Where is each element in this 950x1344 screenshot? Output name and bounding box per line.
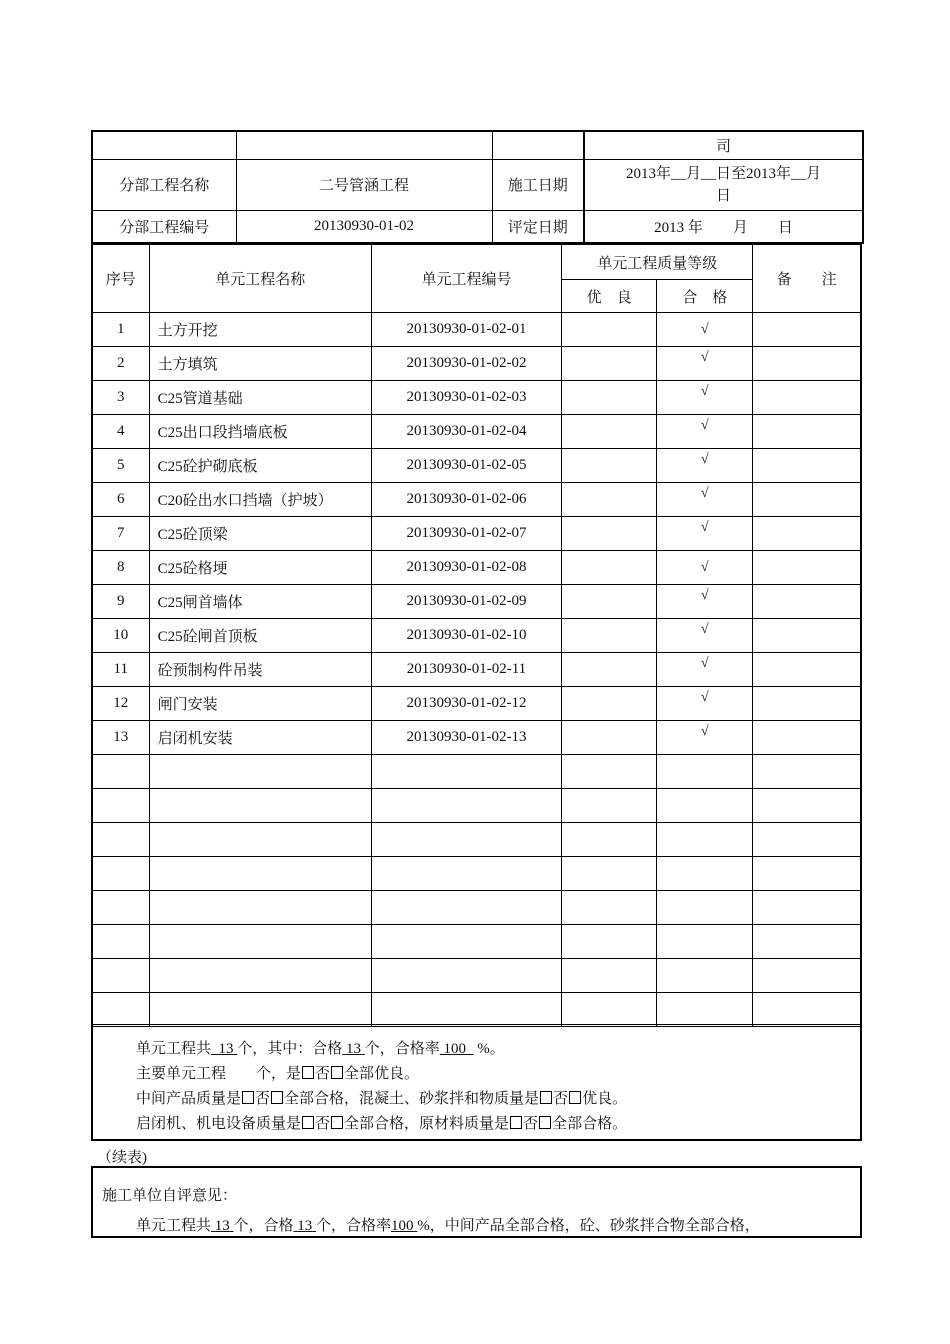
row-unit-name: 土方开挖 <box>149 313 371 347</box>
row-unit-no: 20130930-01-02-08 <box>371 551 561 585</box>
col-unit-name-header: 单元工程名称 <box>149 245 371 313</box>
check-mark-icon: √ <box>700 384 709 399</box>
row-seq: 8 <box>92 551 149 585</box>
summary-text: 否 <box>523 1116 539 1132</box>
opinion-text: 单元工程共 <box>136 1218 212 1234</box>
summary-text: 否 <box>553 1091 569 1107</box>
row-qualified <box>657 755 753 789</box>
summary-text: 个，其中：合格 <box>237 1041 343 1057</box>
check-mark-icon: √ <box>700 486 709 501</box>
row-seq: 7 <box>92 517 149 551</box>
summary-total-value: 13 <box>218 1041 234 1057</box>
table-row <box>92 415 861 449</box>
table-row <box>92 823 861 857</box>
header-blank-3 <box>492 131 584 159</box>
table-row <box>92 585 861 619</box>
row-remarks <box>753 415 861 449</box>
row-qualified <box>657 925 753 959</box>
summary-line-1 <box>136 1037 505 1058</box>
table-row <box>92 313 861 347</box>
row-unit-name: C25砼护砌底板 <box>149 449 371 483</box>
summary-rate <box>440 1041 474 1057</box>
row-unit-name: C25砼闸首顶板 <box>149 619 371 653</box>
sub-project-name-label: 分部工程名称 <box>92 159 236 210</box>
row-unit-no: 20130930-01-02-11 <box>371 653 561 687</box>
check-mark-icon: √ <box>700 560 709 575</box>
table-row <box>92 449 861 483</box>
summary-text: 单元工程共 <box>136 1041 212 1057</box>
row-seq <box>92 925 149 959</box>
sub-project-no: 20130930-01-02 <box>236 210 492 243</box>
row-excellent <box>562 585 657 619</box>
row-excellent <box>562 959 657 993</box>
opinion-rate-value: 100 <box>391 1218 414 1234</box>
row-qualified <box>657 959 753 993</box>
opinion-text: 个，合格率 <box>316 1218 392 1234</box>
row-unit-no <box>371 789 561 823</box>
row-seq: 3 <box>92 381 149 415</box>
row-unit-no: 20130930-01-02-12 <box>371 687 561 721</box>
row-unit-no: 20130930-01-02-10 <box>371 619 561 653</box>
table-row <box>92 381 861 415</box>
row-unit-name <box>149 993 371 1027</box>
check-mark-icon: √ <box>700 350 709 365</box>
row-unit-name <box>149 823 371 857</box>
row-remarks <box>753 925 861 959</box>
row-seq: 4 <box>92 415 149 449</box>
row-remarks <box>753 619 861 653</box>
table-row <box>92 959 861 993</box>
row-remarks <box>753 857 861 891</box>
summary-rate-value: 100 <box>443 1041 467 1057</box>
row-remarks <box>753 993 861 1027</box>
row-unit-no <box>371 959 561 993</box>
check-mark-icon: √ <box>700 418 709 433</box>
header-top-right: 司 <box>584 131 863 159</box>
row-excellent <box>562 347 657 381</box>
check-mark-icon: √ <box>700 656 709 671</box>
check-mark-icon: √ <box>700 622 709 637</box>
continued-label: （续表) <box>97 1150 147 1166</box>
table-row <box>92 619 861 653</box>
row-unit-name <box>149 789 371 823</box>
row-unit-no <box>371 891 561 925</box>
row-unit-name: 土方填筑 <box>149 347 371 381</box>
row-qualified <box>657 347 753 381</box>
row-remarks <box>753 721 861 755</box>
row-seq: 10 <box>92 619 149 653</box>
col-qualified-header: 合 格 <box>657 280 753 313</box>
row-remarks <box>753 823 861 857</box>
sub-project-no-label: 分部工程编号 <box>92 210 236 243</box>
row-excellent <box>562 857 657 891</box>
row-excellent <box>562 415 657 449</box>
row-unit-no: 20130930-01-02-03 <box>371 381 561 415</box>
table-row <box>92 517 861 551</box>
table-row <box>92 551 861 585</box>
construction-date-line1: 2013年__月__日至2013年__月 <box>625 165 821 182</box>
row-qualified <box>657 483 753 517</box>
opinion-text: 个，合格 <box>233 1218 294 1234</box>
row-qualified <box>657 687 753 721</box>
row-excellent <box>562 517 657 551</box>
row-unit-name: 启闭机安装 <box>149 721 371 755</box>
row-qualified <box>657 653 753 687</box>
summary-line-2 <box>136 1062 419 1083</box>
opinion-total-value: 13 <box>214 1218 230 1234</box>
row-qualified <box>657 619 753 653</box>
check-mark-icon: √ <box>700 452 709 467</box>
table-row <box>92 891 861 925</box>
evaluation-date: 2013 年 月 日 <box>584 210 863 243</box>
table-row <box>92 483 861 517</box>
row-seq <box>92 959 149 993</box>
checkbox-no[interactable] <box>271 1091 283 1104</box>
opinion-qualified-value: 13 <box>297 1218 313 1234</box>
summary-text: 启闭机、机电设备质量是 <box>136 1116 302 1132</box>
row-unit-name: C20砼出水口挡墙（护坡） <box>149 483 371 517</box>
row-qualified <box>657 891 753 925</box>
sub-project-name: 二号管涵工程 <box>236 159 492 210</box>
row-unit-no <box>371 925 561 959</box>
row-qualified <box>657 857 753 891</box>
row-unit-name <box>149 755 371 789</box>
row-unit-name: C25管道基础 <box>149 381 371 415</box>
row-unit-name: 砼预制构件吊装 <box>149 653 371 687</box>
row-excellent <box>562 619 657 653</box>
opinion-total <box>211 1218 234 1234</box>
row-remarks <box>753 585 861 619</box>
row-qualified <box>657 449 753 483</box>
row-seq <box>92 755 149 789</box>
summary-text: 全部优良。 <box>344 1066 420 1082</box>
row-seq: 1 <box>92 313 149 347</box>
row-unit-name: C25砼顶梁 <box>149 517 371 551</box>
row-excellent <box>562 313 657 347</box>
row-remarks <box>753 517 861 551</box>
row-unit-no: 20130930-01-02-01 <box>371 313 561 347</box>
checkbox-yes[interactable] <box>302 1066 314 1079</box>
row-excellent <box>562 687 657 721</box>
row-excellent <box>562 483 657 517</box>
row-qualified <box>657 585 753 619</box>
summary-text: 全部合格，原材料质量是 <box>344 1116 510 1132</box>
row-excellent <box>562 823 657 857</box>
summary-text: 否 <box>315 1066 331 1082</box>
summary-text: 全部合格。 <box>552 1116 628 1132</box>
row-unit-no: 20130930-01-02-07 <box>371 517 561 551</box>
construction-date-label: 施工日期 <box>492 159 584 210</box>
summary-text: 优良。 <box>582 1091 628 1107</box>
row-qualified <box>657 313 753 347</box>
row-unit-no: 20130930-01-02-06 <box>371 483 561 517</box>
row-remarks <box>753 959 861 993</box>
row-remarks <box>753 755 861 789</box>
unit-project-table <box>91 244 862 1027</box>
row-unit-name <box>149 891 371 925</box>
row-unit-name: 闸门安装 <box>149 687 371 721</box>
check-mark-icon: √ <box>700 724 709 739</box>
row-remarks <box>753 551 861 585</box>
row-qualified <box>657 551 753 585</box>
row-unit-no <box>371 823 561 857</box>
row-seq: 2 <box>92 347 149 381</box>
summary-line-3 <box>136 1087 627 1108</box>
self-evaluation-text <box>136 1214 760 1235</box>
row-qualified <box>657 993 753 1027</box>
check-mark-icon: √ <box>700 520 709 535</box>
row-excellent <box>562 891 657 925</box>
checkbox-no[interactable] <box>331 1066 343 1079</box>
row-seq <box>92 823 149 857</box>
opinion-text: %，中间产品全部合格，砼、砂浆拌合物全部合格， <box>417 1218 760 1234</box>
opinion-rate <box>391 1218 417 1234</box>
row-seq: 12 <box>92 687 149 721</box>
check-mark-icon: √ <box>700 322 709 337</box>
table-row <box>92 789 861 823</box>
table-row <box>92 347 861 381</box>
summary-text: 否 <box>255 1091 271 1107</box>
header-table <box>91 130 864 244</box>
row-unit-name <box>149 925 371 959</box>
row-unit-no: 20130930-01-02-02 <box>371 347 561 381</box>
table-row <box>92 925 861 959</box>
col-quality-grade-header: 单元工程质量等级 <box>562 245 753 280</box>
row-remarks <box>753 483 861 517</box>
row-unit-no: 20130930-01-02-09 <box>371 585 561 619</box>
summary-total <box>211 1041 237 1057</box>
table-row <box>92 993 861 1027</box>
row-seq: 11 <box>92 653 149 687</box>
row-unit-name: C25出口段挡墙底板 <box>149 415 371 449</box>
summary-qualified <box>342 1041 365 1057</box>
checkbox-no[interactable] <box>569 1091 581 1104</box>
table-row <box>92 653 861 687</box>
row-remarks <box>753 687 861 721</box>
checkbox-no[interactable] <box>539 1116 551 1129</box>
table-row <box>92 721 861 755</box>
summary-text: 全部合格，混凝土、砂浆拌和物质量是 <box>284 1091 540 1107</box>
header-blank-1 <box>92 131 236 159</box>
row-unit-no <box>371 857 561 891</box>
row-seq: 9 <box>92 585 149 619</box>
col-remarks-header: 备 注 <box>753 245 861 313</box>
summary-box <box>91 1024 862 1141</box>
row-seq: 6 <box>92 483 149 517</box>
row-excellent <box>562 755 657 789</box>
col-seq-header: 序号 <box>92 245 149 313</box>
row-excellent <box>562 993 657 1027</box>
row-seq <box>92 857 149 891</box>
check-mark-icon: √ <box>700 588 709 603</box>
self-evaluation-title: 施工单位自评意见： <box>102 1188 238 1204</box>
row-excellent <box>562 925 657 959</box>
row-remarks <box>753 891 861 925</box>
row-seq: 5 <box>92 449 149 483</box>
checkbox-yes[interactable] <box>510 1116 522 1129</box>
summary-text: 主要单元工程 个，是 <box>136 1066 302 1082</box>
col-excellent-header: 优 良 <box>562 280 657 313</box>
table-row <box>92 857 861 891</box>
construction-date <box>584 159 863 210</box>
checkbox-yes[interactable] <box>302 1116 314 1129</box>
row-remarks <box>753 449 861 483</box>
self-evaluation-box <box>91 1166 862 1238</box>
summary-text: %。 <box>477 1041 505 1057</box>
summary-text: 个，合格率 <box>364 1041 440 1057</box>
row-seq <box>92 891 149 925</box>
row-remarks <box>753 347 861 381</box>
row-remarks <box>753 653 861 687</box>
checkbox-yes[interactable] <box>242 1091 254 1104</box>
row-unit-no: 20130930-01-02-13 <box>371 721 561 755</box>
header-blank-2 <box>236 131 492 159</box>
row-unit-no: 20130930-01-02-05 <box>371 449 561 483</box>
summary-text: 否 <box>315 1116 331 1132</box>
row-remarks <box>753 381 861 415</box>
row-qualified <box>657 823 753 857</box>
row-qualified <box>657 789 753 823</box>
summary-text: 中间产品质量是 <box>136 1091 242 1107</box>
row-seq: 13 <box>92 721 149 755</box>
opinion-qualified <box>294 1218 317 1234</box>
checkbox-yes[interactable] <box>540 1091 552 1104</box>
row-unit-name <box>149 959 371 993</box>
checkbox-no[interactable] <box>331 1116 343 1129</box>
table-row <box>92 687 861 721</box>
row-remarks <box>753 313 861 347</box>
row-qualified <box>657 721 753 755</box>
row-remarks <box>753 789 861 823</box>
row-excellent <box>562 721 657 755</box>
row-qualified <box>657 517 753 551</box>
row-unit-no: 20130930-01-02-04 <box>371 415 561 449</box>
summary-qualified-value: 13 <box>346 1041 362 1057</box>
row-excellent <box>562 551 657 585</box>
row-qualified <box>657 415 753 449</box>
row-excellent <box>562 789 657 823</box>
row-unit-no <box>371 993 561 1027</box>
row-unit-name: C25闸首墙体 <box>149 585 371 619</box>
evaluation-date-label: 评定日期 <box>492 210 584 243</box>
row-seq <box>92 789 149 823</box>
row-excellent <box>562 381 657 415</box>
row-unit-no <box>371 755 561 789</box>
table-row <box>92 755 861 789</box>
row-excellent <box>562 449 657 483</box>
row-unit-name <box>149 857 371 891</box>
row-qualified <box>657 381 753 415</box>
row-excellent <box>562 653 657 687</box>
summary-line-4 <box>136 1112 627 1133</box>
row-seq <box>92 993 149 1027</box>
row-unit-name: C25砼格埂 <box>149 551 371 585</box>
construction-date-line2: 日 <box>715 187 731 204</box>
check-mark-icon: √ <box>700 690 709 705</box>
col-unit-no-header: 单元工程编号 <box>371 245 561 313</box>
